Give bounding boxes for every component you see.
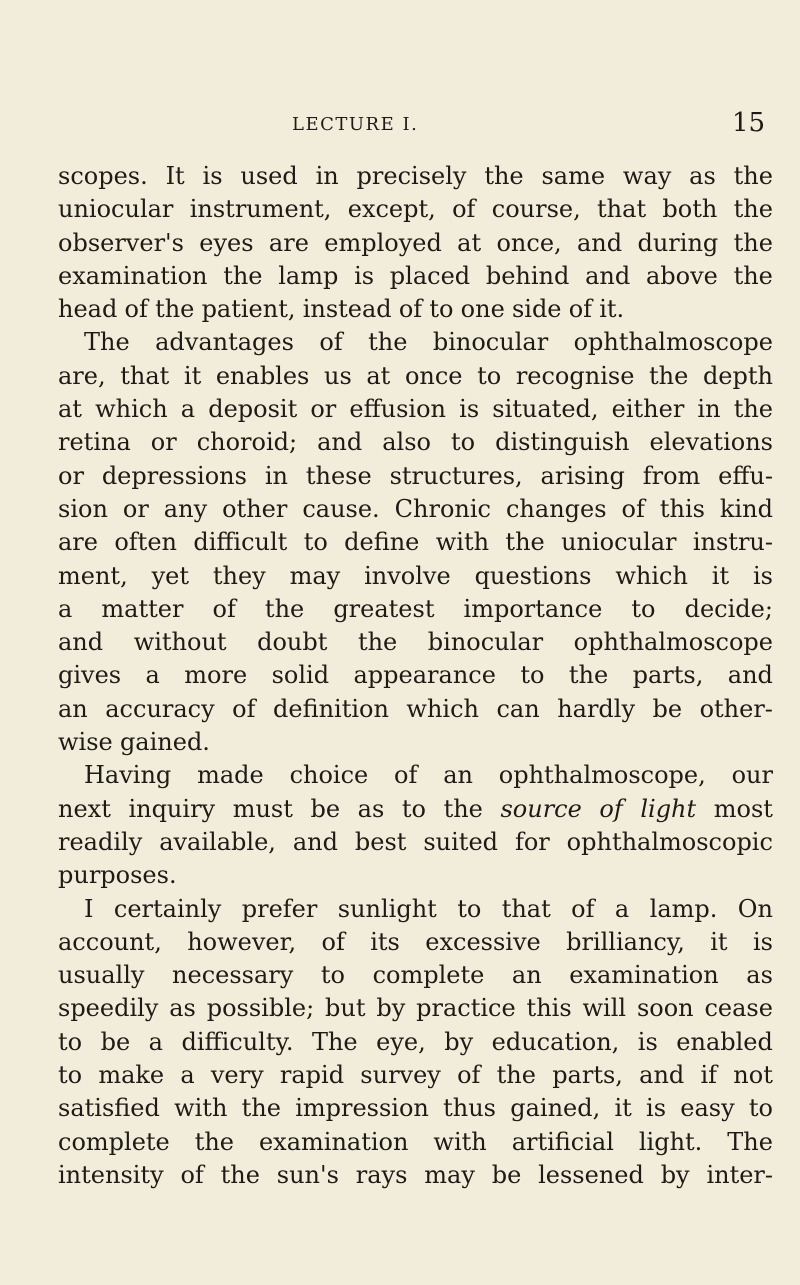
word: to: [520, 661, 545, 690]
word: importance: [463, 594, 603, 623]
text-line: [58, 1092, 773, 1125]
word: of: [212, 594, 236, 623]
word: to: [58, 1061, 83, 1090]
word: are: [58, 528, 98, 557]
word: readily: [58, 827, 143, 856]
word: an: [443, 761, 473, 790]
word: an: [511, 961, 542, 990]
word: and: [727, 661, 773, 690]
word: easy: [680, 1094, 735, 1123]
page-number: 15: [732, 108, 766, 138]
word: parts,: [632, 661, 704, 690]
word: instead: [302, 295, 392, 324]
word: both: [662, 195, 718, 224]
word: involve: [364, 561, 451, 590]
word: at: [58, 395, 82, 424]
word: instrument,: [189, 195, 332, 224]
word: a: [58, 594, 73, 623]
word: the: [496, 1061, 536, 1090]
word: the: [368, 328, 408, 357]
word: wise: [58, 728, 113, 757]
word: an: [58, 694, 88, 723]
word: the: [194, 1127, 235, 1156]
word: the: [733, 162, 773, 190]
word: in: [315, 162, 339, 190]
text-line: [58, 992, 773, 1025]
word: is: [752, 927, 773, 956]
word: or: [150, 428, 177, 457]
word: but: [325, 994, 366, 1023]
word: eye,: [376, 1027, 426, 1056]
word: and: [577, 228, 623, 257]
word: more: [184, 661, 248, 690]
word: yet: [151, 561, 189, 590]
word: is: [752, 561, 773, 590]
word: of: [319, 328, 343, 357]
word: the: [505, 528, 545, 557]
word: to: [457, 894, 482, 923]
word: the: [733, 395, 773, 424]
word: not: [733, 1061, 773, 1090]
word: necessary: [172, 961, 294, 990]
text-line: [58, 859, 773, 892]
word: depth: [702, 361, 773, 390]
word: cause.: [302, 494, 380, 523]
word: excessive: [425, 927, 541, 956]
word: most: [713, 794, 773, 823]
word: of: [398, 295, 423, 324]
word: is: [459, 395, 480, 424]
word: is: [637, 1027, 658, 1056]
word: it: [614, 1094, 632, 1123]
body-text: [58, 160, 773, 1192]
text-line: [58, 793, 773, 826]
word: inquiry: [128, 794, 216, 823]
word: a: [145, 661, 160, 690]
word: other: [222, 494, 288, 523]
word: to: [429, 295, 454, 324]
text-line: [58, 460, 773, 493]
text-line: [58, 426, 773, 459]
word: head: [58, 295, 118, 324]
word: lamp.: [649, 894, 718, 923]
word: The: [727, 1127, 773, 1156]
word: observer's: [58, 228, 184, 257]
running-head: [0, 110, 800, 140]
text-line: [58, 693, 773, 726]
text-line: [58, 1059, 773, 1092]
word: and: [292, 827, 338, 856]
word: it: [711, 561, 730, 590]
word: advantages: [155, 328, 294, 357]
word: uniocular: [58, 195, 174, 224]
word: questions: [474, 561, 592, 590]
word: complete: [372, 961, 485, 990]
word: next: [58, 794, 111, 823]
text-line: [58, 493, 773, 526]
word: precisely: [356, 162, 467, 190]
word: accuracy: [105, 694, 215, 723]
text-line: [58, 326, 773, 359]
word: best: [354, 827, 407, 856]
word: arising: [540, 461, 625, 490]
word: from: [642, 461, 701, 490]
word: and: [317, 428, 363, 457]
text-line: [58, 227, 773, 260]
word: or: [58, 461, 84, 490]
text-line: [58, 659, 773, 692]
word: the: [220, 1160, 260, 1189]
word: with: [433, 1127, 487, 1156]
word: that: [120, 361, 170, 390]
word: ophthalmoscope,: [498, 761, 706, 790]
word: for: [514, 827, 550, 856]
word: ment,: [58, 561, 128, 590]
word: of: [232, 694, 256, 723]
word: the: [241, 1094, 281, 1123]
word: us: [323, 361, 352, 390]
text-line: [58, 393, 773, 426]
word: the: [733, 261, 773, 290]
word: make: [98, 1061, 165, 1090]
word: to: [58, 1027, 83, 1056]
word: with: [435, 528, 490, 557]
word: education,: [491, 1027, 620, 1056]
word: certainly: [113, 894, 222, 923]
word: appearance: [353, 661, 496, 690]
word: must: [232, 794, 293, 823]
word: without: [133, 628, 227, 657]
word: to: [450, 428, 476, 457]
word: by: [376, 994, 406, 1023]
word: of: [621, 494, 645, 523]
word: difficult: [193, 528, 288, 557]
word: light.: [638, 1127, 703, 1156]
word: to: [748, 1094, 773, 1123]
word: a: [148, 1027, 163, 1056]
word: ophthalmoscopic: [566, 827, 773, 856]
word: hardly: [557, 694, 636, 723]
word: the: [733, 195, 773, 224]
word: as: [689, 162, 716, 190]
word: source: [500, 794, 582, 823]
text-line: [58, 293, 773, 326]
word: to: [303, 528, 328, 557]
word: gained.: [119, 728, 210, 757]
word: of: [321, 927, 345, 956]
word: possible;: [206, 994, 315, 1023]
word: used: [240, 162, 298, 190]
word: soon: [636, 994, 694, 1023]
word: as: [169, 994, 196, 1023]
text-line: [58, 893, 773, 926]
word: choroid;: [196, 428, 298, 457]
word: cease: [704, 994, 773, 1023]
word: one: [460, 295, 505, 324]
word: the: [264, 594, 305, 623]
word: sion: [58, 494, 108, 523]
word: above: [645, 261, 718, 290]
word: matter: [101, 594, 184, 623]
text-line: [58, 626, 773, 659]
word: define: [344, 528, 420, 557]
word: in: [697, 395, 721, 424]
text-line: [58, 560, 773, 593]
word: which: [615, 561, 688, 590]
word: once,: [496, 228, 562, 257]
word: with: [174, 1094, 228, 1123]
word: is: [646, 1094, 667, 1123]
word: The: [311, 1027, 358, 1056]
word: available,: [159, 827, 276, 856]
word: or: [122, 494, 149, 523]
word: be: [310, 794, 341, 823]
word: effu-: [718, 461, 773, 490]
word: On: [737, 894, 773, 923]
word: the: [223, 261, 263, 290]
word: situated,: [492, 395, 599, 424]
word: same: [541, 162, 606, 190]
word: behind: [485, 261, 570, 290]
word: the: [649, 361, 689, 390]
word: parts,: [552, 1061, 623, 1090]
word: definition: [273, 694, 389, 723]
word: it.: [599, 295, 625, 324]
word: either: [611, 395, 685, 424]
text-line: [58, 1026, 773, 1059]
word: this: [526, 994, 572, 1023]
word: the: [443, 794, 483, 823]
word: it: [183, 361, 202, 390]
word: distinguish: [495, 428, 630, 457]
word: binocular: [432, 328, 549, 357]
word: way: [622, 162, 672, 190]
word: deposit: [208, 395, 298, 424]
word: enabled: [676, 1027, 773, 1056]
word: examination: [569, 961, 719, 990]
word: is: [202, 162, 223, 190]
word: or: [310, 395, 337, 424]
word: by: [660, 1160, 690, 1189]
word: impression: [295, 1094, 429, 1123]
word: which: [406, 694, 479, 723]
word: that: [501, 894, 551, 923]
word: as: [357, 794, 385, 823]
word: of: [124, 295, 148, 324]
word: and: [585, 261, 631, 290]
text-line: [58, 926, 773, 959]
word: The: [84, 328, 130, 357]
word: I: [84, 894, 94, 923]
word: its: [370, 927, 400, 956]
word: may: [289, 561, 341, 590]
word: the: [484, 162, 524, 190]
word: eyes: [199, 228, 254, 257]
word: of: [457, 1061, 481, 1090]
word: of: [568, 295, 593, 324]
word: binocular: [427, 628, 544, 657]
word: survey: [360, 1061, 441, 1090]
word: scopes.: [58, 162, 148, 190]
word: ophthalmoscope: [573, 328, 773, 357]
word: to: [401, 794, 426, 823]
word: it: [710, 927, 728, 956]
word: and: [639, 1061, 685, 1090]
word: which: [95, 395, 168, 424]
text-line: [58, 593, 773, 626]
text-line: [58, 759, 773, 792]
word: are: [268, 228, 309, 257]
word: a: [180, 395, 196, 424]
word: except,: [347, 195, 436, 224]
word: prefer: [241, 894, 318, 923]
word: account,: [58, 927, 162, 956]
text-line: [58, 1159, 773, 1192]
text-line: [58, 193, 773, 226]
word: greatest: [333, 594, 435, 623]
word: the: [568, 661, 609, 690]
word: side: [511, 295, 562, 324]
word: uniocular: [561, 528, 677, 557]
word: retina: [58, 428, 131, 457]
word: kind: [719, 494, 773, 523]
word: they: [212, 561, 266, 590]
word: lessened: [538, 1160, 644, 1189]
word: at: [457, 228, 482, 257]
word: decide;: [684, 594, 773, 623]
word: patient,: [201, 295, 296, 324]
word: brilliancy,: [566, 927, 685, 956]
word: complete: [58, 1127, 170, 1156]
word: enables: [215, 361, 310, 390]
text-line: [58, 726, 773, 759]
word: may: [424, 1160, 475, 1189]
word: these: [305, 461, 372, 490]
text-line: [58, 260, 773, 293]
word: once: [404, 361, 463, 390]
word: any: [163, 494, 208, 523]
running-title: LECTURE I.: [292, 114, 419, 135]
word: changes: [505, 494, 607, 523]
word: and: [58, 628, 104, 657]
word: practice: [416, 994, 516, 1023]
word: by: [444, 1027, 474, 1056]
word: purposes.: [58, 861, 177, 890]
word: of: [394, 761, 418, 790]
word: light: [640, 794, 697, 823]
word: the: [733, 228, 773, 257]
word: gives: [58, 661, 122, 690]
text-line: [58, 160, 773, 193]
word: is: [354, 261, 375, 290]
word: difficulty.: [181, 1027, 294, 1056]
word: often: [114, 528, 177, 557]
word: gained,: [510, 1094, 601, 1123]
word: artificial: [511, 1127, 614, 1156]
word: be: [100, 1027, 131, 1056]
word: be: [491, 1160, 522, 1189]
word: can: [496, 694, 540, 723]
word: a: [180, 1061, 195, 1090]
word: our: [731, 761, 773, 790]
word: placed: [389, 261, 471, 290]
word: choice: [289, 761, 369, 790]
word: examination: [58, 261, 208, 290]
word: rays: [355, 1160, 408, 1189]
word: Chronic: [394, 494, 491, 523]
word: that: [597, 195, 647, 224]
word: employed: [324, 228, 442, 257]
word: satisfied: [58, 1094, 160, 1123]
word: sunlight: [337, 894, 437, 923]
word: effusion: [349, 395, 447, 424]
word: are,: [58, 361, 106, 390]
text-line: [58, 526, 773, 559]
word: doubt: [257, 628, 328, 657]
word: very: [210, 1061, 264, 1090]
word: to: [320, 961, 345, 990]
word: of: [180, 1160, 204, 1189]
word: ophthalmoscope: [573, 628, 773, 657]
word: during: [637, 228, 719, 257]
word: intensity: [58, 1160, 164, 1189]
word: made: [197, 761, 264, 790]
word: a: [614, 894, 630, 923]
word: also: [382, 428, 431, 457]
word: to: [631, 594, 656, 623]
word: examination: [258, 1127, 409, 1156]
word: in: [264, 461, 288, 490]
word: this: [659, 494, 705, 523]
word: of: [452, 195, 476, 224]
word: be: [652, 694, 683, 723]
word: other-: [699, 694, 773, 723]
word: at: [366, 361, 391, 390]
word: thus: [443, 1094, 496, 1123]
word: usually: [58, 961, 145, 990]
word: the: [357, 628, 398, 657]
word: as: [746, 961, 773, 990]
word: depressions: [101, 461, 247, 490]
word: structures,: [389, 461, 523, 490]
word: of: [571, 894, 595, 923]
word: instru-: [692, 528, 773, 557]
word: to: [477, 361, 502, 390]
word: of: [599, 794, 623, 823]
word: sun's: [276, 1160, 339, 1189]
word: inter-: [706, 1160, 773, 1189]
text-line: [58, 959, 773, 992]
word: elevations: [649, 428, 773, 457]
word: Having: [84, 761, 172, 790]
word: solid: [271, 661, 330, 690]
word: recognise: [515, 361, 635, 390]
word: It: [165, 162, 185, 190]
word: course,: [491, 195, 581, 224]
text-line: [58, 1126, 773, 1159]
word: speedily: [58, 994, 159, 1023]
word: lamp: [278, 261, 339, 290]
word: the: [155, 295, 195, 324]
text-line: [58, 826, 773, 859]
word: if: [700, 1061, 718, 1090]
text-line: [58, 360, 773, 393]
word: suited: [423, 827, 499, 856]
word: rapid: [279, 1061, 345, 1090]
word: will: [582, 994, 627, 1023]
word: however,: [187, 927, 297, 956]
